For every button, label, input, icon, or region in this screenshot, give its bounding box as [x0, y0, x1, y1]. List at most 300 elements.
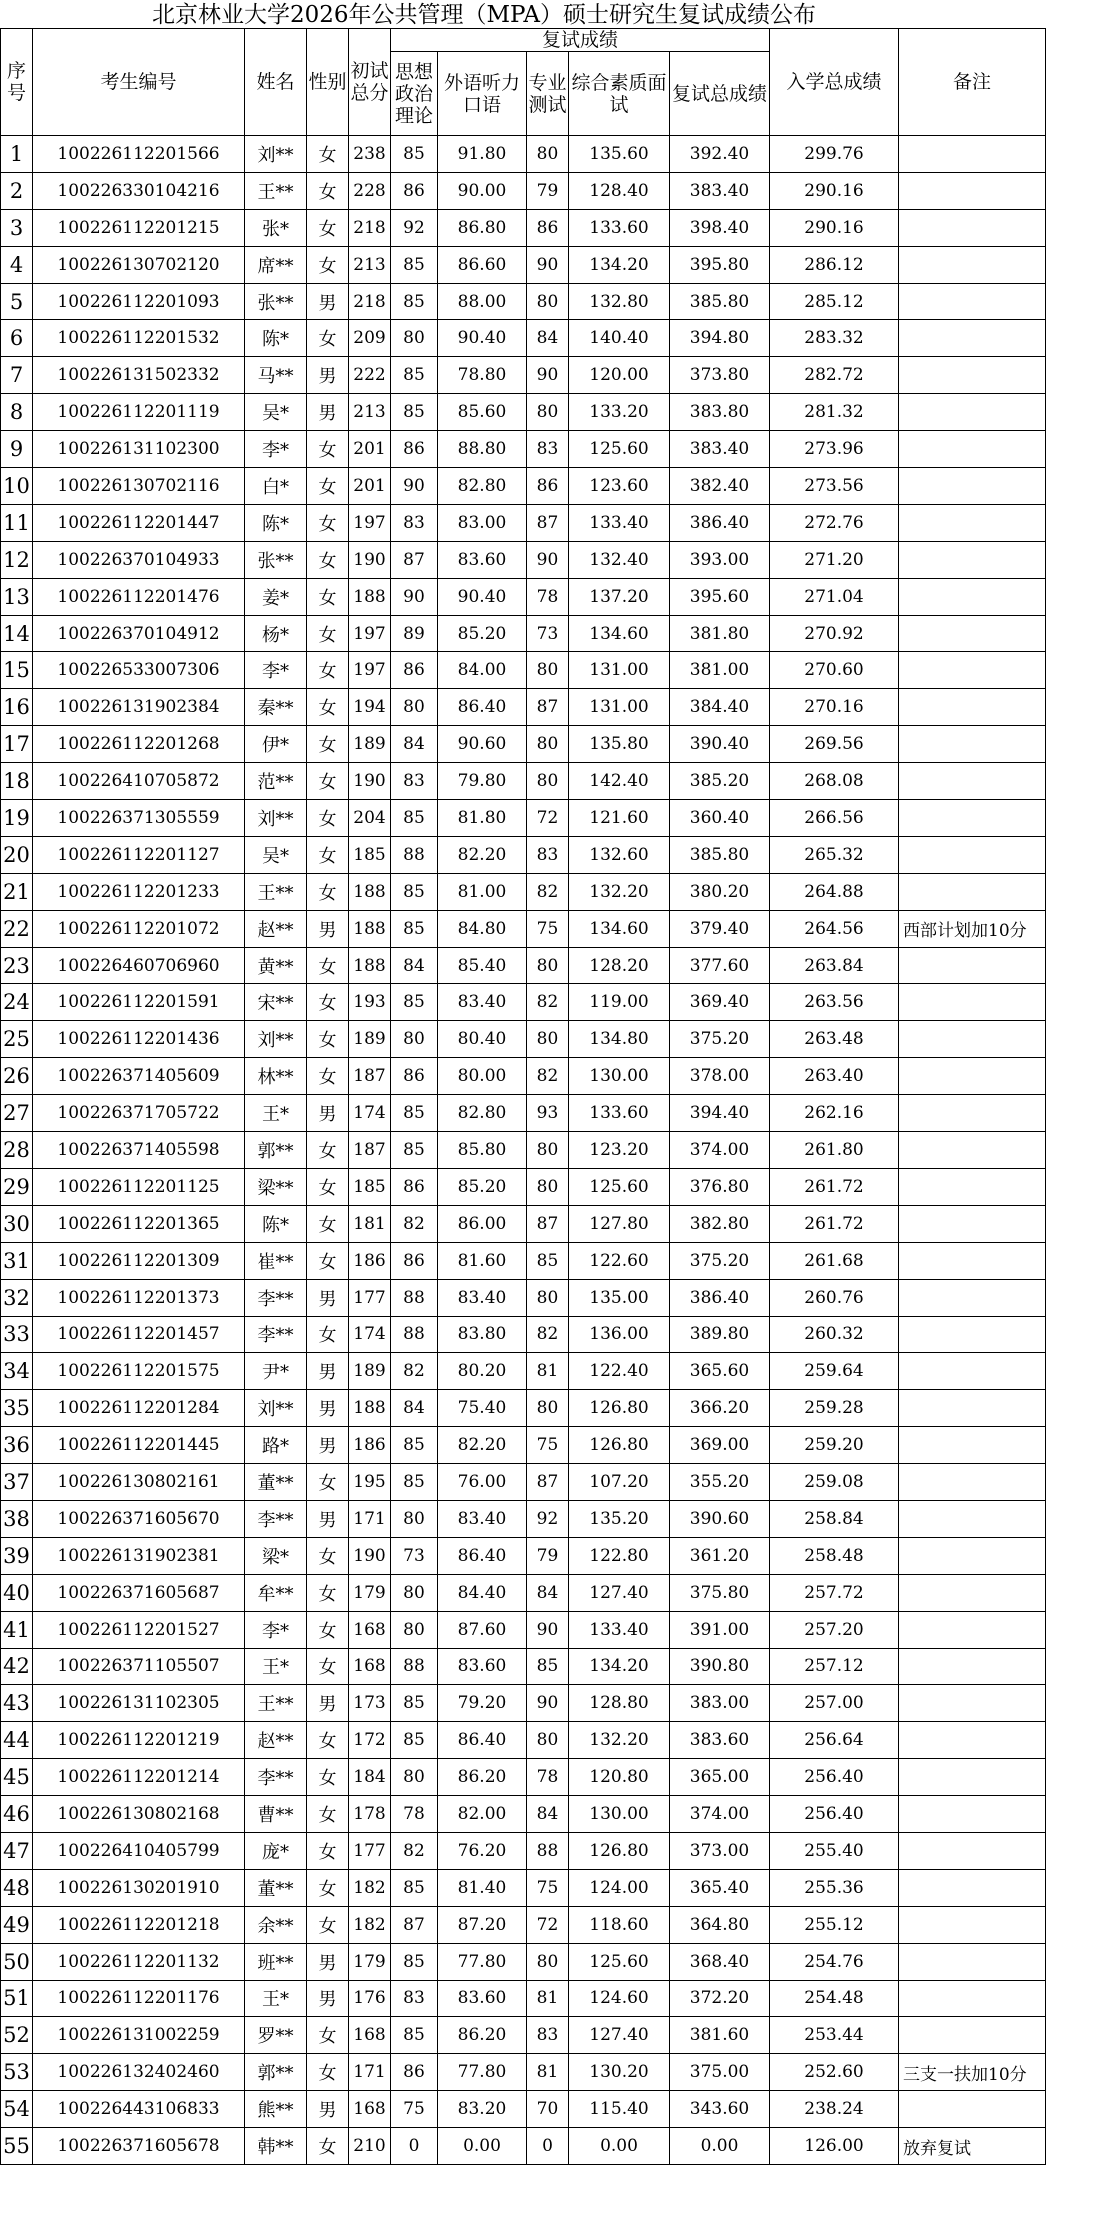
- cell-exam-id: 100226112201566: [33, 136, 245, 173]
- cell-initial-total: 168: [349, 2017, 391, 2054]
- table-row: [1, 1168, 1046, 1205]
- cell-exam-id: 100226112201233: [33, 873, 245, 910]
- table-row: [1, 1574, 1046, 1611]
- cell-foreign-lang: 86.40: [438, 689, 527, 726]
- cell-notes: [899, 726, 1046, 763]
- cell-foreign-lang: 77.80: [438, 2054, 527, 2091]
- cell-admission-total: 258.84: [770, 1500, 899, 1537]
- cell-admission-total: 255.40: [770, 1832, 899, 1869]
- cell-admission-total: 259.20: [770, 1427, 899, 1464]
- cell-foreign-lang: 86.40: [438, 1537, 527, 1574]
- cell-professional: 80: [527, 1021, 569, 1058]
- cell-politics: 87: [391, 541, 438, 578]
- cell-professional: 78: [527, 1759, 569, 1796]
- cell-admission-total: 252.60: [770, 2054, 899, 2091]
- cell-admission-total: 257.00: [770, 1685, 899, 1722]
- cell-seq: 9: [1, 431, 33, 468]
- cell-admission-total: 270.60: [770, 652, 899, 689]
- cell-exam-id: 100226130802161: [33, 1464, 245, 1501]
- cell-retest-total: 374.00: [670, 1132, 770, 1169]
- cell-foreign-lang: 85.40: [438, 947, 527, 984]
- cell-name: 韩**: [245, 2128, 307, 2165]
- cell-interview: 130.00: [569, 1058, 670, 1095]
- cell-initial-total: 178: [349, 1796, 391, 1833]
- cell-retest-total: 382.80: [670, 1205, 770, 1242]
- cell-admission-total: 263.40: [770, 1058, 899, 1095]
- cell-admission-total: 256.64: [770, 1722, 899, 1759]
- cell-initial-total: 168: [349, 1648, 391, 1685]
- cell-foreign-lang: 82.00: [438, 1796, 527, 1833]
- cell-name: 刘**: [245, 1390, 307, 1427]
- cell-professional: 84: [527, 320, 569, 357]
- cell-admission-total: 257.20: [770, 1611, 899, 1648]
- cell-politics: 80: [391, 689, 438, 726]
- cell-interview: 134.60: [569, 910, 670, 947]
- cell-initial-total: 210: [349, 2128, 391, 2165]
- cell-foreign-lang: 83.60: [438, 541, 527, 578]
- cell-name: 陈*: [245, 1205, 307, 1242]
- cell-seq: 10: [1, 468, 33, 505]
- table-row: [1, 2054, 1046, 2091]
- cell-exam-id: 100226112201365: [33, 1205, 245, 1242]
- cell-gender: 女: [307, 652, 349, 689]
- score-table: [0, 28, 1046, 2165]
- cell-seq: 50: [1, 1943, 33, 1980]
- cell-notes: [899, 1500, 1046, 1537]
- cell-politics: 85: [391, 1943, 438, 1980]
- cell-seq: 16: [1, 689, 33, 726]
- cell-foreign-lang: 83.40: [438, 1500, 527, 1537]
- cell-seq: 33: [1, 1316, 33, 1353]
- cell-interview: 135.60: [569, 136, 670, 173]
- header-interview: 综合素质面试: [569, 52, 670, 136]
- cell-foreign-lang: 85.20: [438, 615, 527, 652]
- cell-foreign-lang: 81.00: [438, 873, 527, 910]
- cell-notes: [899, 1132, 1046, 1169]
- cell-politics: 85: [391, 1132, 438, 1169]
- header-seq: 序号: [1, 29, 33, 136]
- cell-gender: 女: [307, 246, 349, 283]
- cell-gender: 男: [307, 2091, 349, 2128]
- cell-foreign-lang: 86.40: [438, 1722, 527, 1759]
- cell-gender: 女: [307, 1611, 349, 1648]
- table-row: [1, 1242, 1046, 1279]
- cell-politics: 83: [391, 1980, 438, 2017]
- header-exam-id: 考生编号: [33, 29, 245, 136]
- cell-professional: 86: [527, 468, 569, 505]
- cell-exam-id: 100226112201591: [33, 984, 245, 1021]
- cell-seq: 36: [1, 1427, 33, 1464]
- cell-professional: 75: [527, 910, 569, 947]
- cell-politics: 85: [391, 1869, 438, 1906]
- cell-seq: 38: [1, 1500, 33, 1537]
- cell-seq: 44: [1, 1722, 33, 1759]
- cell-exam-id: 100226112201218: [33, 1906, 245, 1943]
- cell-initial-total: 172: [349, 1722, 391, 1759]
- cell-professional: 80: [527, 1132, 569, 1169]
- cell-admission-total: 255.36: [770, 1869, 899, 1906]
- cell-interview: 135.20: [569, 1500, 670, 1537]
- cell-initial-total: 190: [349, 541, 391, 578]
- cell-politics: 92: [391, 209, 438, 246]
- cell-gender: 女: [307, 2054, 349, 2091]
- cell-professional: 82: [527, 1058, 569, 1095]
- cell-notes: [899, 1316, 1046, 1353]
- cell-professional: 80: [527, 1279, 569, 1316]
- cell-name: 刘**: [245, 136, 307, 173]
- cell-gender: 男: [307, 910, 349, 947]
- cell-politics: 84: [391, 1390, 438, 1427]
- cell-professional: 85: [527, 1648, 569, 1685]
- table-row: [1, 1500, 1046, 1537]
- cell-gender: 女: [307, 1537, 349, 1574]
- table-row: [1, 541, 1046, 578]
- cell-foreign-lang: 82.80: [438, 1095, 527, 1132]
- cell-gender: 男: [307, 1685, 349, 1722]
- cell-seq: 3: [1, 209, 33, 246]
- cell-admission-total: 261.72: [770, 1205, 899, 1242]
- cell-name: 王**: [245, 873, 307, 910]
- cell-gender: 女: [307, 504, 349, 541]
- cell-gender: 女: [307, 873, 349, 910]
- cell-foreign-lang: 91.80: [438, 136, 527, 173]
- cell-retest-total: 375.20: [670, 1021, 770, 1058]
- cell-admission-total: 270.16: [770, 689, 899, 726]
- cell-name: 罗**: [245, 2017, 307, 2054]
- cell-seq: 21: [1, 873, 33, 910]
- table-body: [1, 136, 1046, 2165]
- cell-admission-total: 271.04: [770, 578, 899, 615]
- cell-retest-total: 355.20: [670, 1464, 770, 1501]
- cell-admission-total: 259.08: [770, 1464, 899, 1501]
- cell-foreign-lang: 0.00: [438, 2128, 527, 2165]
- cell-exam-id: 100226371605687: [33, 1574, 245, 1611]
- cell-admission-total: 263.48: [770, 1021, 899, 1058]
- cell-retest-total: 393.00: [670, 541, 770, 578]
- cell-initial-total: 182: [349, 1869, 391, 1906]
- cell-professional: 93: [527, 1095, 569, 1132]
- cell-seq: 4: [1, 246, 33, 283]
- cell-politics: 86: [391, 431, 438, 468]
- cell-notes: [899, 689, 1046, 726]
- cell-interview: 128.80: [569, 1685, 670, 1722]
- cell-interview: 123.20: [569, 1132, 670, 1169]
- cell-notes: [899, 1943, 1046, 1980]
- table-row: [1, 394, 1046, 431]
- cell-notes: [899, 1906, 1046, 1943]
- cell-admission-total: 282.72: [770, 357, 899, 394]
- cell-name: 林**: [245, 1058, 307, 1095]
- cell-foreign-lang: 83.80: [438, 1316, 527, 1353]
- cell-notes: [899, 431, 1046, 468]
- cell-retest-total: 394.40: [670, 1095, 770, 1132]
- cell-notes: [899, 357, 1046, 394]
- cell-initial-total: 187: [349, 1058, 391, 1095]
- cell-professional: 90: [527, 246, 569, 283]
- cell-admission-total: 273.56: [770, 468, 899, 505]
- cell-foreign-lang: 90.60: [438, 726, 527, 763]
- header-retest-total: 复试总成绩: [670, 52, 770, 136]
- cell-name: 张*: [245, 209, 307, 246]
- cell-seq: 55: [1, 2128, 33, 2165]
- cell-notes: [899, 1537, 1046, 1574]
- cell-retest-total: 377.60: [670, 947, 770, 984]
- cell-exam-id: 100226410705872: [33, 763, 245, 800]
- cell-professional: 81: [527, 2054, 569, 2091]
- cell-seq: 22: [1, 910, 33, 947]
- cell-professional: 87: [527, 1464, 569, 1501]
- table-row: [1, 1279, 1046, 1316]
- cell-notes: [899, 2017, 1046, 2054]
- cell-retest-total: 361.20: [670, 1537, 770, 1574]
- cell-retest-total: 383.60: [670, 1722, 770, 1759]
- cell-exam-id: 100226330104216: [33, 172, 245, 209]
- cell-interview: 130.20: [569, 2054, 670, 2091]
- cell-gender: 男: [307, 1427, 349, 1464]
- cell-interview: 128.40: [569, 172, 670, 209]
- cell-retest-total: 383.80: [670, 394, 770, 431]
- cell-initial-total: 188: [349, 947, 391, 984]
- cell-professional: 80: [527, 947, 569, 984]
- cell-initial-total: 179: [349, 1943, 391, 1980]
- cell-initial-total: 177: [349, 1279, 391, 1316]
- cell-seq: 13: [1, 578, 33, 615]
- table-row: [1, 1611, 1046, 1648]
- table-row: [1, 800, 1046, 837]
- cell-admission-total: 290.16: [770, 209, 899, 246]
- cell-politics: 78: [391, 1796, 438, 1833]
- cell-admission-total: 271.20: [770, 541, 899, 578]
- cell-foreign-lang: 87.60: [438, 1611, 527, 1648]
- cell-name: 王**: [245, 1685, 307, 1722]
- cell-name: 陈*: [245, 504, 307, 541]
- header-initial-total: 初试总分: [349, 29, 391, 136]
- table-row: [1, 468, 1046, 505]
- cell-gender: 女: [307, 984, 349, 1021]
- cell-politics: 85: [391, 1464, 438, 1501]
- table-row: [1, 136, 1046, 173]
- cell-professional: 84: [527, 1796, 569, 1833]
- cell-professional: 78: [527, 578, 569, 615]
- cell-initial-total: 218: [349, 209, 391, 246]
- cell-admission-total: 286.12: [770, 246, 899, 283]
- cell-interview: 132.80: [569, 283, 670, 320]
- cell-gender: 女: [307, 1648, 349, 1685]
- cell-admission-total: 273.96: [770, 431, 899, 468]
- cell-name: 范**: [245, 763, 307, 800]
- cell-name: 路*: [245, 1427, 307, 1464]
- table-row: [1, 1205, 1046, 1242]
- cell-notes: [899, 1058, 1046, 1095]
- cell-interview: 125.60: [569, 1943, 670, 1980]
- cell-retest-total: 384.40: [670, 689, 770, 726]
- cell-professional: 72: [527, 1906, 569, 1943]
- header-gender: 性别: [307, 29, 349, 136]
- cell-seq: 48: [1, 1869, 33, 1906]
- cell-professional: 90: [527, 1685, 569, 1722]
- cell-admission-total: 266.56: [770, 800, 899, 837]
- cell-admission-total: 256.40: [770, 1759, 899, 1796]
- cell-gender: 女: [307, 209, 349, 246]
- cell-politics: 86: [391, 172, 438, 209]
- cell-seq: 52: [1, 2017, 33, 2054]
- cell-politics: 84: [391, 947, 438, 984]
- cell-exam-id: 100226112201268: [33, 726, 245, 763]
- cell-notes: [899, 1759, 1046, 1796]
- cell-admission-total: 261.72: [770, 1168, 899, 1205]
- cell-interview: 133.60: [569, 209, 670, 246]
- cell-gender: 女: [307, 800, 349, 837]
- cell-foreign-lang: 83.40: [438, 1279, 527, 1316]
- cell-politics: 83: [391, 763, 438, 800]
- cell-foreign-lang: 77.80: [438, 1943, 527, 1980]
- cell-gender: 女: [307, 578, 349, 615]
- cell-politics: 86: [391, 1242, 438, 1279]
- cell-professional: 90: [527, 357, 569, 394]
- cell-politics: 86: [391, 652, 438, 689]
- cell-interview: 135.80: [569, 726, 670, 763]
- cell-professional: 84: [527, 1574, 569, 1611]
- table-row: [1, 172, 1046, 209]
- cell-politics: 85: [391, 1095, 438, 1132]
- table-row: [1, 652, 1046, 689]
- cell-seq: 35: [1, 1390, 33, 1427]
- cell-seq: 49: [1, 1906, 33, 1943]
- cell-politics: 86: [391, 1168, 438, 1205]
- cell-name: 余**: [245, 1906, 307, 1943]
- cell-exam-id: 100226112201284: [33, 1390, 245, 1427]
- cell-retest-total: 360.40: [670, 800, 770, 837]
- cell-initial-total: 188: [349, 1390, 391, 1427]
- cell-professional: 90: [527, 1611, 569, 1648]
- cell-interview: 119.00: [569, 984, 670, 1021]
- cell-politics: 89: [391, 615, 438, 652]
- cell-initial-total: 204: [349, 800, 391, 837]
- cell-professional: 75: [527, 1869, 569, 1906]
- cell-foreign-lang: 81.40: [438, 1869, 527, 1906]
- cell-notes: [899, 1205, 1046, 1242]
- cell-interview: 133.40: [569, 504, 670, 541]
- cell-foreign-lang: 85.60: [438, 394, 527, 431]
- cell-interview: 122.60: [569, 1242, 670, 1279]
- cell-professional: 70: [527, 2091, 569, 2128]
- cell-initial-total: 187: [349, 1132, 391, 1169]
- cell-gender: 女: [307, 172, 349, 209]
- cell-politics: 86: [391, 1058, 438, 1095]
- cell-professional: 87: [527, 689, 569, 726]
- cell-admission-total: 258.48: [770, 1537, 899, 1574]
- cell-notes: [899, 652, 1046, 689]
- cell-interview: 133.60: [569, 1095, 670, 1132]
- cell-seq: 32: [1, 1279, 33, 1316]
- cell-exam-id: 100226112201532: [33, 320, 245, 357]
- cell-admission-total: 290.16: [770, 172, 899, 209]
- cell-seq: 30: [1, 1205, 33, 1242]
- cell-exam-id: 100226130702120: [33, 246, 245, 283]
- cell-foreign-lang: 81.80: [438, 800, 527, 837]
- cell-exam-id: 100226112201575: [33, 1353, 245, 1390]
- cell-exam-id: 100226112201093: [33, 283, 245, 320]
- cell-name: 杨*: [245, 615, 307, 652]
- cell-exam-id: 100226112201119: [33, 394, 245, 431]
- cell-interview: 137.20: [569, 578, 670, 615]
- cell-gender: 男: [307, 1980, 349, 2017]
- cell-professional: 80: [527, 726, 569, 763]
- cell-retest-total: 372.20: [670, 1980, 770, 2017]
- cell-interview: 132.40: [569, 541, 670, 578]
- cell-retest-total: 375.20: [670, 1242, 770, 1279]
- cell-retest-total: 385.80: [670, 283, 770, 320]
- cell-politics: 85: [391, 910, 438, 947]
- cell-interview: 132.20: [569, 1722, 670, 1759]
- cell-initial-total: 184: [349, 1759, 391, 1796]
- cell-professional: 87: [527, 504, 569, 541]
- table-row: [1, 1796, 1046, 1833]
- table-row: [1, 1058, 1046, 1095]
- cell-foreign-lang: 76.00: [438, 1464, 527, 1501]
- cell-retest-total: 378.00: [670, 1058, 770, 1095]
- cell-name: 李*: [245, 652, 307, 689]
- cell-initial-total: 188: [349, 578, 391, 615]
- cell-interview: 118.60: [569, 1906, 670, 1943]
- cell-foreign-lang: 88.80: [438, 431, 527, 468]
- cell-foreign-lang: 84.00: [438, 652, 527, 689]
- table-row: [1, 1464, 1046, 1501]
- cell-professional: 80: [527, 394, 569, 431]
- table-row: [1, 1759, 1046, 1796]
- cell-interview: 128.20: [569, 947, 670, 984]
- cell-seq: 47: [1, 1832, 33, 1869]
- table-row: [1, 836, 1046, 873]
- cell-interview: 130.00: [569, 1796, 670, 1833]
- cell-politics: 85: [391, 800, 438, 837]
- cell-seq: 5: [1, 283, 33, 320]
- cell-admission-total: 270.92: [770, 615, 899, 652]
- cell-name: 席**: [245, 246, 307, 283]
- table-row: [1, 1390, 1046, 1427]
- cell-retest-total: 390.80: [670, 1648, 770, 1685]
- table-row: [1, 689, 1046, 726]
- cell-notes: [899, 1021, 1046, 1058]
- cell-name: 庞*: [245, 1832, 307, 1869]
- cell-gender: 男: [307, 357, 349, 394]
- cell-name: 梁*: [245, 1537, 307, 1574]
- cell-seq: 43: [1, 1685, 33, 1722]
- cell-exam-id: 100226112201309: [33, 1242, 245, 1279]
- cell-exam-id: 100226410405799: [33, 1832, 245, 1869]
- cell-admission-total: 259.64: [770, 1353, 899, 1390]
- cell-name: 白*: [245, 468, 307, 505]
- cell-retest-total: 0.00: [670, 2128, 770, 2165]
- cell-initial-total: 201: [349, 431, 391, 468]
- cell-interview: 133.40: [569, 1611, 670, 1648]
- header-politics: 思想政治理论: [391, 52, 438, 136]
- cell-seq: 11: [1, 504, 33, 541]
- cell-gender: 女: [307, 541, 349, 578]
- cell-exam-id: 100226460706960: [33, 947, 245, 984]
- cell-notes: [899, 836, 1046, 873]
- cell-seq: 46: [1, 1796, 33, 1833]
- cell-interview: 121.60: [569, 800, 670, 837]
- cell-politics: 88: [391, 1316, 438, 1353]
- cell-admission-total: 269.56: [770, 726, 899, 763]
- cell-notes: [899, 541, 1046, 578]
- cell-exam-id: 100226112201527: [33, 1611, 245, 1648]
- cell-initial-total: 173: [349, 1685, 391, 1722]
- cell-admission-total: 272.76: [770, 504, 899, 541]
- cell-politics: 85: [391, 984, 438, 1021]
- table-row: [1, 1095, 1046, 1132]
